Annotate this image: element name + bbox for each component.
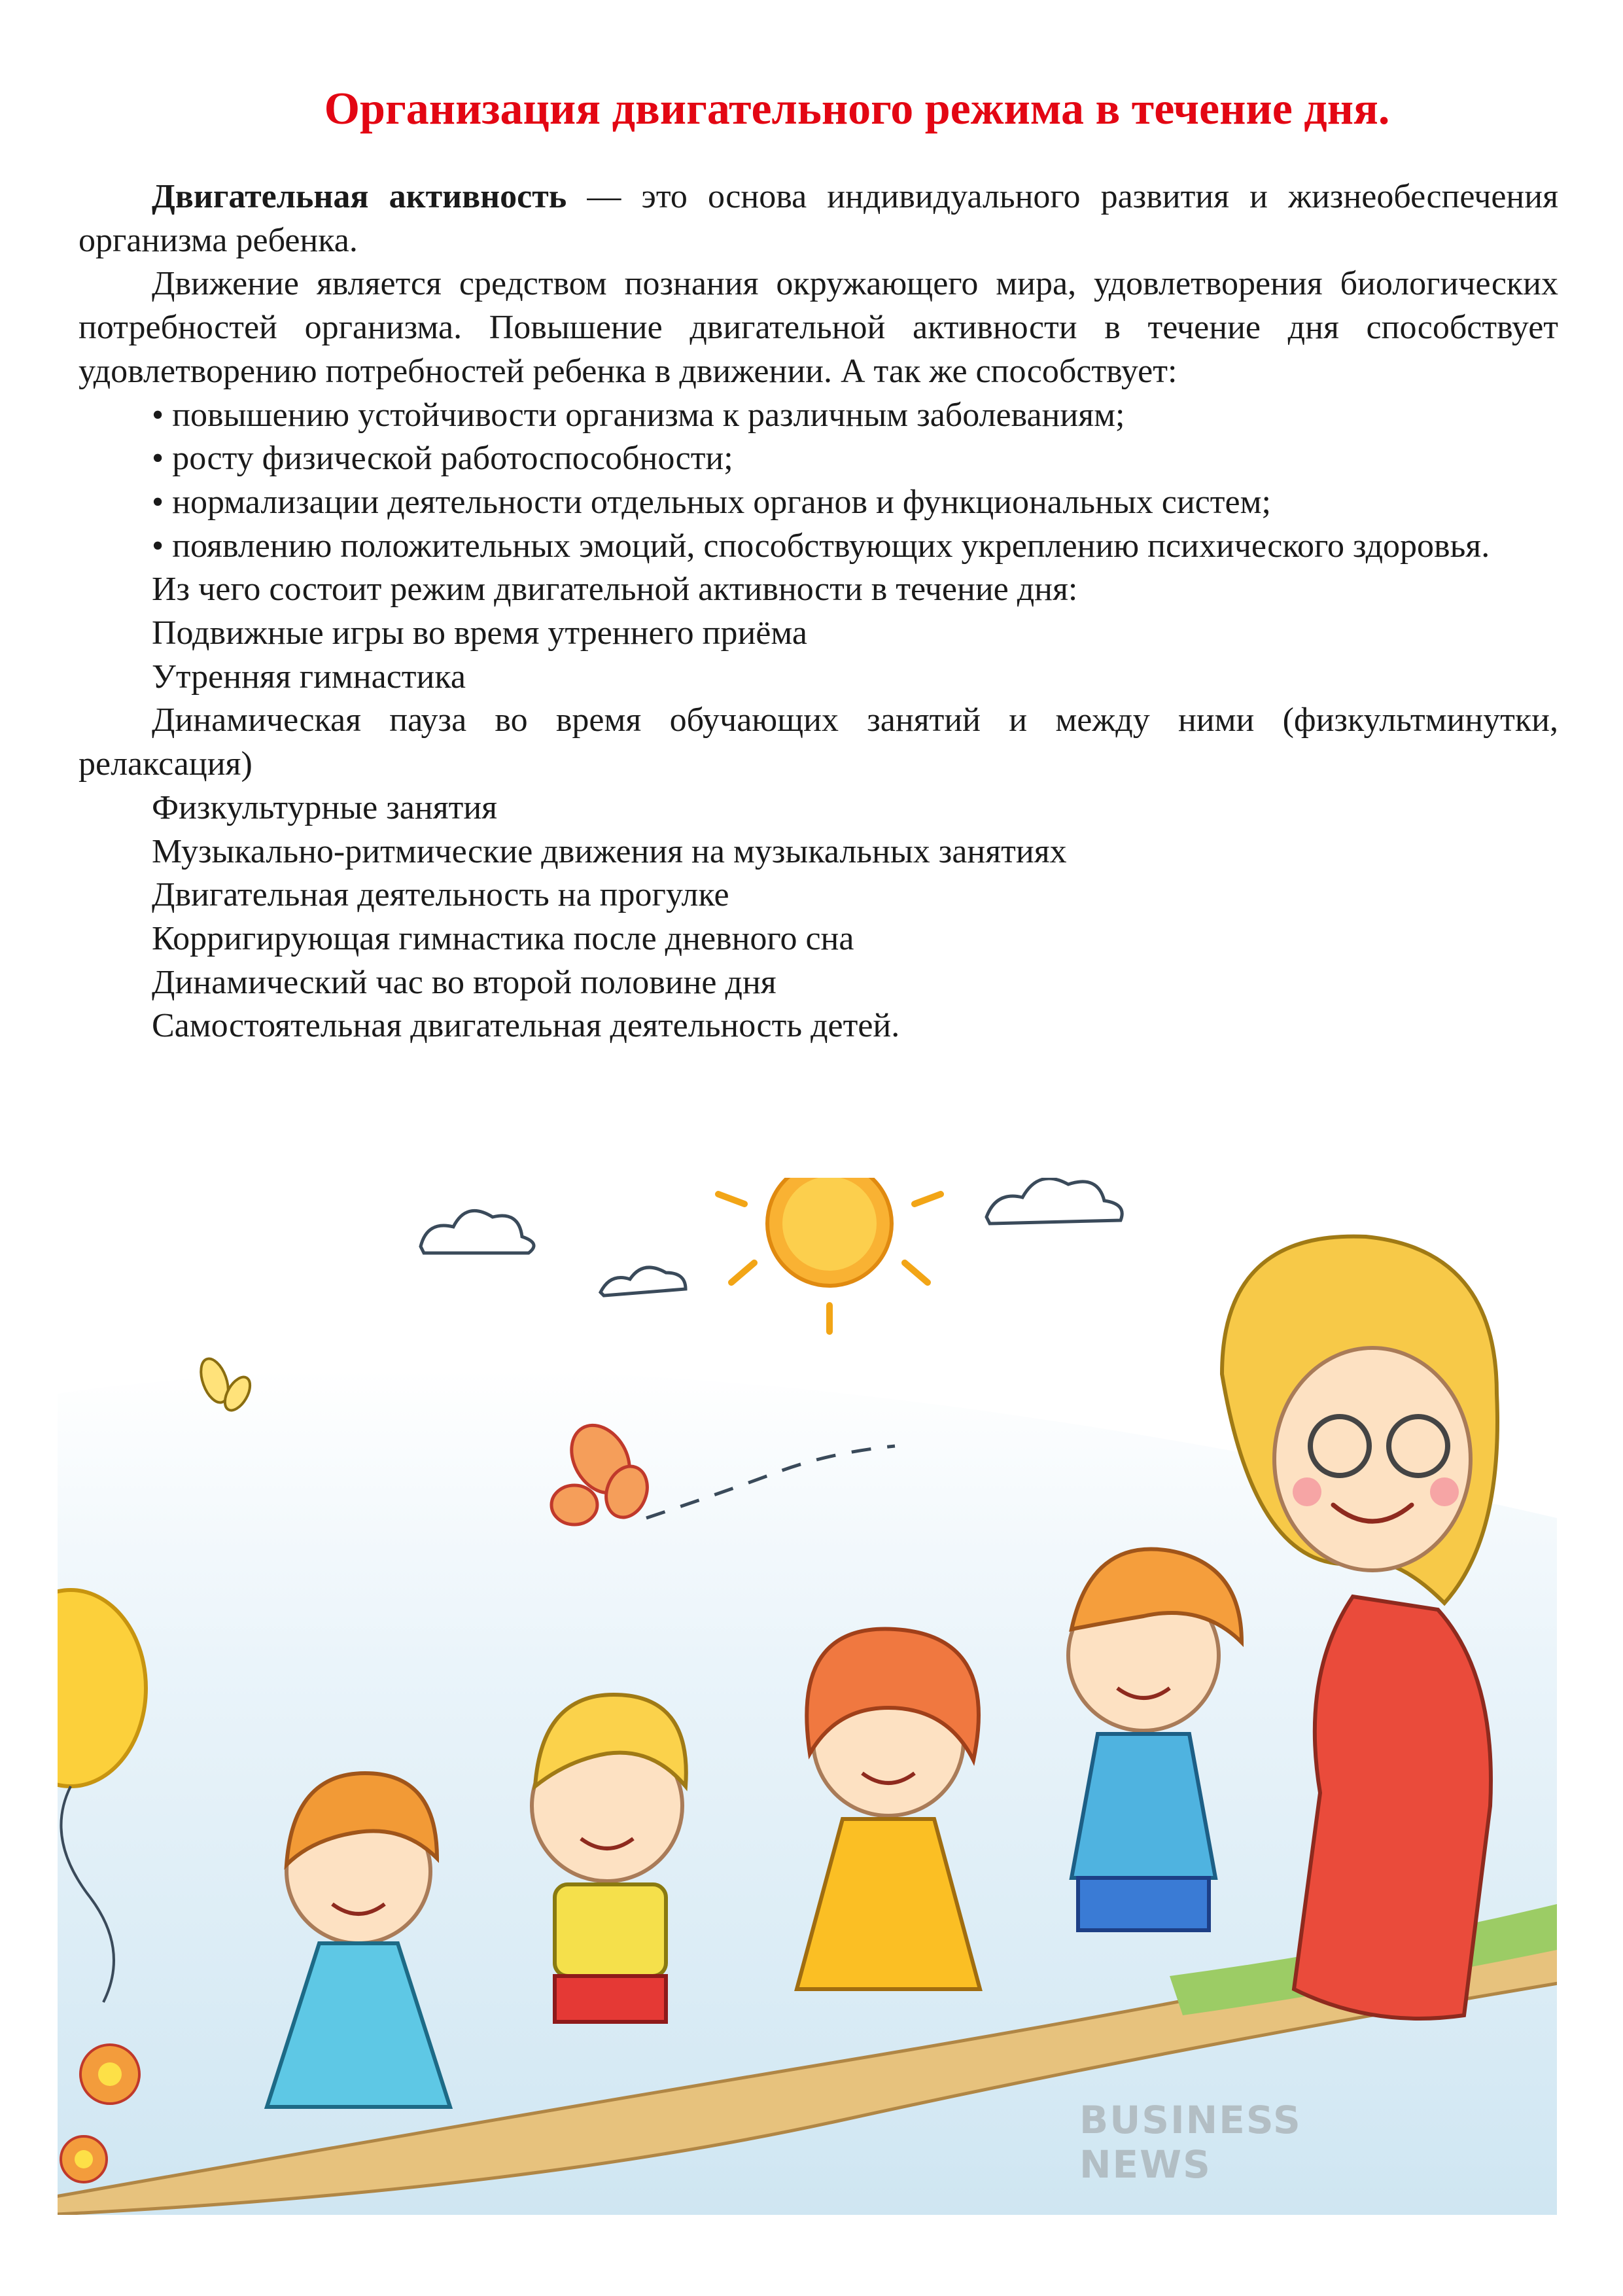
schedule-item: Динамический час во второй половине дня (152, 963, 777, 1001)
body-text (79, 175, 1558, 1048)
page-title: Организация двигательного режима в течение дня. (324, 84, 1390, 134)
watermark (1079, 2094, 1446, 2187)
children-walking-illustration (58, 1178, 1557, 2215)
schedule-item: Самостоятельная двигательная деятельность детей. (152, 1007, 900, 1045)
benefit-item: • росту физической работоспособности; (152, 440, 733, 478)
schedule-item: Корригирующая гимнастика после дневного сна (152, 919, 854, 957)
schedule-item: Двигательная деятельность на прогулке (152, 876, 729, 914)
benefit-item: • появлению положительных эмоций, способствующих укреплению психического здоровья. (152, 527, 1490, 565)
intro-paragraph (79, 175, 1558, 262)
intro-definition: — это основа индивидуального развития и жизнеобеспечения организма ребенка. (79, 178, 1558, 259)
intro-term: Двигательная активность (152, 178, 567, 215)
schedule-item: Динамическая пауза во время обучающих занятий и между ними (физкультминутки, релаксация) (79, 701, 1558, 783)
schedule-heading: Из чего состоит режим двигательной активности в течение дня: (152, 571, 1078, 609)
watermark-text: BUSINESS NEWS (1079, 2098, 1302, 2187)
schedule-item: Физкультурные занятия (152, 788, 498, 826)
benefit-item: • нормализации деятельности отдельных органов и функциональных систем; (152, 483, 1271, 521)
schedule-item: Музыкально-ритмические движения на музыкальных занятиях (152, 832, 1067, 870)
benefit-item: • повышению устойчивости организма к различным заболеваниям; (152, 396, 1125, 434)
paragraph-movement: Движение является средством познания окружающего мира, удовлетворения биологических потребностей организма. Повышение двигательной активности в течение дня способствует удовлетворению потребностей ребенка в движении. А так же способствует: (79, 265, 1558, 390)
schedule-item: Подвижные игры во время утреннего приёма (152, 614, 807, 652)
schedule-item: Утренняя гимнастика (152, 658, 466, 696)
